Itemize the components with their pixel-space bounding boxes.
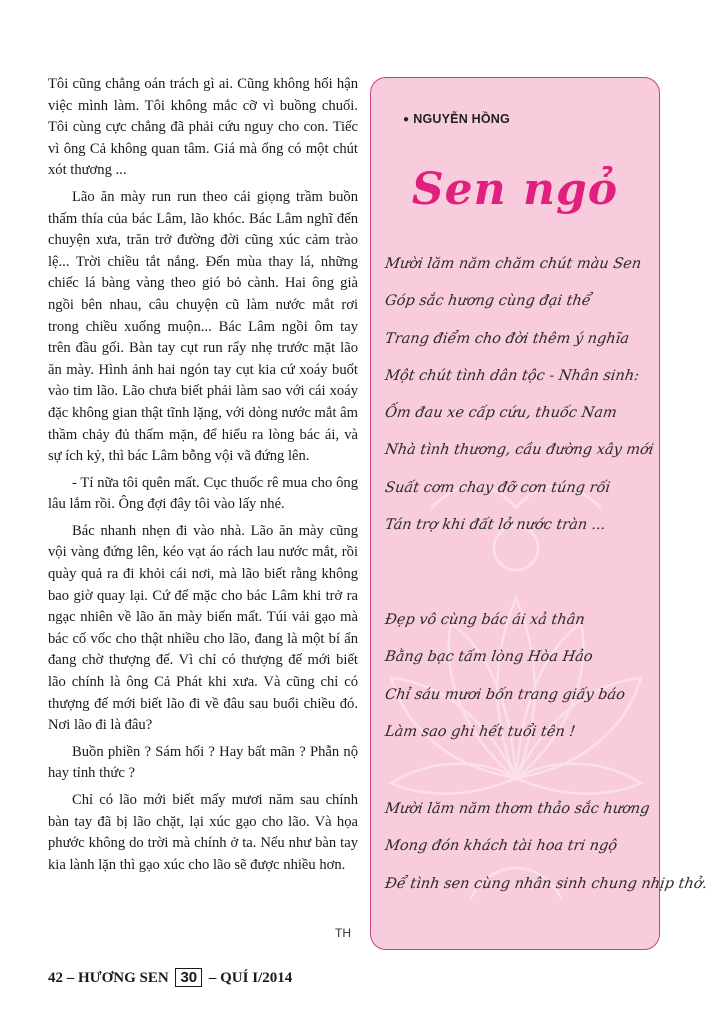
article-text (48, 74, 358, 881)
paragraph: - Tí nữa tôi quên mất. Cục thuốc rê mua cho ông lâu lắm rồi. Ông đợi đây tôi vào lấy nhé. (48, 474, 358, 513)
poem-line: Mười lăm năm thơm thảo sắc hương (383, 801, 651, 817)
poem-line: Chỉ sáu mươi bốn trang giấy báo (383, 686, 626, 703)
poem-box (370, 77, 709, 950)
page-footer (48, 968, 292, 987)
poem-line: Bằng bạc tấm lòng Hòa Hảo (383, 649, 594, 666)
poem-line: Đẹp vô cùng bác ái xả thân (383, 612, 586, 628)
poem-line: Làm sao ghi hết tuổi tên ! (383, 723, 577, 740)
poem-line: Suất cơm chay đỡ cơn túng rối (383, 479, 612, 496)
paragraph: Chỉ có lão mới biết mấy mươi năm sau chính bàn tay đã bị lão chặt, lại xúc gạo cho lão. Và họa phước không do trời mà chính ở ta. Nếu như bàn tay kia lành lặn thì gạo xúc cho lão sẽ được nhiều hơn. (48, 792, 358, 873)
author-name: NGUYỄN HỒNG (413, 112, 510, 126)
paragraph: Buồn phiền ? Sám hối ? Hay bất mãn ? Phẫn nộ hay tỉnh thức ? (48, 743, 358, 782)
poem-stanza-1 (385, 246, 653, 544)
poem-line: Nhà tình thương, cầu đường xây mới (383, 442, 655, 459)
article-signature: TH (335, 926, 351, 940)
issue-number: 30 (175, 968, 202, 987)
poem-line: Ốm đau xe cấp cứu, thuốc Nam (383, 405, 618, 422)
poem-line: Góp sắc hương cùng đại thể (383, 293, 592, 310)
poem-line: Mười lăm năm chăm chút màu Sen (383, 256, 643, 272)
page-number: 42 (48, 970, 63, 986)
poem-line: Tán trợ khi đất lở nước tràn ... (383, 517, 607, 534)
paragraph: Bác nhanh nhẹn đi vào nhà. Lão ăn mày cũng vội vàng đứng lên, kéo vạt áo rách lau nước mắt, rồi quày quả ra đi khỏi cái nơi, mà lão biết rằng không bao giờ quay lại. Cứ để mặc cho bác Lâm khi trở ra ngạc nhiên về lão ăn mày biến mất. Túi vải gạo mà bác cố vốc cho thật nhiều cho lão, đang là một bí ẩn đang chờ thượng đế. Vì chỉ có thượng đế mới biết lão chính là ông Cả Phát khi xưa. Và cũng chỉ có thượng đế mới biết lão đi về đâu sau buổi chiều đó. Nơi lão đi là đâu? (48, 522, 358, 734)
poem-line: Mong đón khách tài hoa tri ngộ (383, 838, 619, 855)
poem-stanza-2 (385, 602, 625, 751)
poem-title: Sen ngỏ (411, 164, 619, 215)
poem-line: Trang điểm cho đời thêm ý nghĩa (383, 330, 631, 347)
poem-stanza-3 (385, 791, 707, 903)
poem-line: Để tình sen cùng nhân sinh chung nhịp thở. (383, 875, 709, 892)
poem-line: Một chút tình dân tộc - Nhân sinh: (383, 367, 641, 384)
paragraph: Tôi cũng chẳng oán trách gì ai. Cũng không hối hận việc mình làm. Tôi không mắc cỡ vì buồng chuối. Tôi cùng cực chẳng đã phải cứu nguy cho con. Tiếc vì ông Cả không quan tâm. Giá mà ổng có một chút xót thương ... (48, 76, 358, 179)
issue-quarter: – QUÍ I/2014 (208, 970, 293, 986)
poem-author: ● NGUYỄN HỒNG (403, 112, 510, 126)
paragraph: Lão ăn mày run run theo cái giọng trầm buồn thấm thía của bác Lâm, lão khóc. Bác Lâm nghĩ đến chuyện xưa, trăn trở đường đời cũng xúc cảm trào lệ... Trời chiều tắt nắng. Đến mùa thay lá, những chiếc lá bàng vàng theo gió bỏ cành. Hai ông già ngồi bên nhau, câu chuyện cũ làm nước mắt rơi trong chiều xuống muộn... Bác Lâm ngồi ôm tay trên đầu gối. Bàn tay cụt run rẩy nhẹ trước mặt lão ăn mày. Hình ảnh hai ngón tay cụt kia cứ xoáy buốt vào tim lão. Lão chưa biết phải làm sao với cái xoáy đặc không gian thật tĩnh lặng, với dòng nước mắt âm thầm chảy đủ thấm mặn, để hiểu ra lòng bác ái, và sự ích kỷ, thì bác Lâm bỗng vội vã đứng lên. (48, 188, 358, 465)
magazine-name: – HƯƠNG SEN (66, 970, 169, 986)
